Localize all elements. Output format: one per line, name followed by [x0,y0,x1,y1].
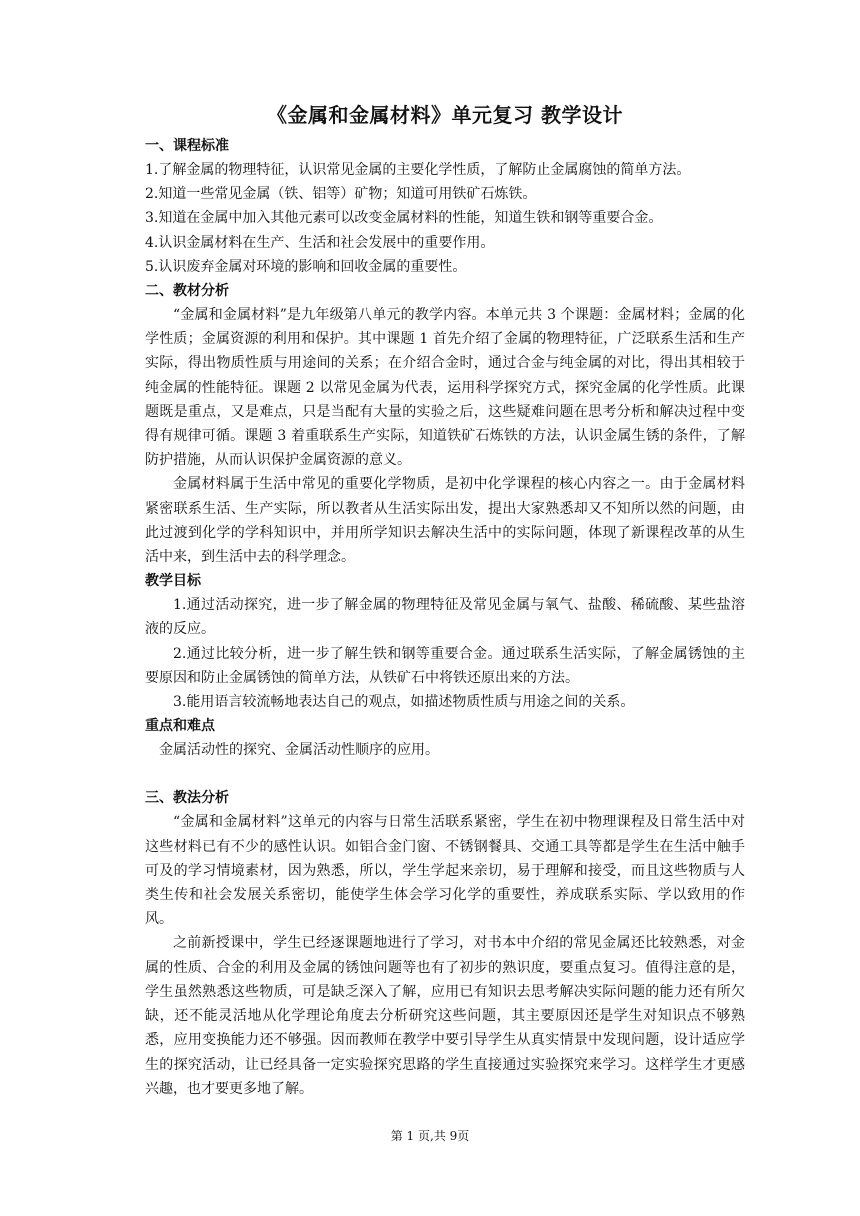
section-heading-teaching-method: 三、教法分析 [145,790,229,807]
standard-item-3: 3.知道在金属中加入其他元素可以改变金属材料的性能，知道生铁和钢等重要合金。 [145,210,663,227]
blank-line [145,762,745,786]
teaching-method-paragraph-2: 之前新授课中，学生已经逐课题地进行了学习，对书本中介绍的常见金属还比较熟悉，对金属的性质、合金的利用及金属的锈蚀问题等也有了初步的熟识度，要重点复习。值得注意的是，学生虽然熟悉这些物质，可是缺乏深入了解，应用已有知识去思考解决实际问题的能力还有所欠缺，还不能灵活地从化学理论角度去分析研究这些问题，其主要原因还是学生对知识点不够熟悉，应用变换能力还不够强。因而教师在教学中要引导学生从真实情景中发现问题，设计适应学生的探究活动，让已经具备一定实验探究思路的学生直接通过实验探究来学习。这样学生才更感兴趣，也才要更多地了解。 [145,935,745,1097]
document-body [145,98,745,1101]
teaching-goal-1: 1.通过活动探究，进一步了解金属的物理特征及常见金属与氧气、盐酸、稀硫酸、某些盐溶液的反应。 [145,597,745,638]
standard-item-2: 2.知道一些常见金属（铁、铝等）矿物；知道可用铁矿石炼铁。 [145,186,537,203]
teaching-method-paragraph-1: “金属和金属材料”这单元的内容与日常生活联系紧密，学生在初中物理课程及日常生活中对这些材料已有不少的感性认识。如铝合金门窗、不锈钢餐具、交通工具等都是学生在生活中触手可及的学习情境素材，因为熟悉，所以，学生学起来亲切，易于理解和接受，而且这些物质与人类生传和社会发展关系密切，能使学生体会学习化学的重要性，养成联系实际、学以致用的作风。 [145,814,745,928]
section-heading-textbook-analysis: 二、教材分析 [145,283,229,300]
section-heading-key-points: 重点和难点 [145,718,215,735]
textbook-analysis-paragraph-2: 金属材料属于生活中常见的重要化学物质，是初中化学课程的核心内容之一。由于金属材料紧密联系生活、生产实际，所以教者从生活实际出发，提出大家熟悉却又不知所以然的问题，由此过渡到化学的学科知识中，并用所学知识去解决生活中的实际问题，体现了新课程改革的从生活中来，到生活中去的科学理念。 [145,476,745,566]
standard-item-1: 1.了解金属的物理特征，认识常见金属的主要化学性质，了解防止金属腐蚀的简单方法。 [145,162,691,178]
document-title: 《金属和金属材料》单元复习 教学设计 [267,103,623,127]
standard-item-4: 4.认识金属材料在生产、生活和社会发展中的重要作用。 [145,234,495,251]
page-number-footer: 第 1 页,共 9页 [390,1129,470,1143]
section-heading-curriculum-standards: 一、课程标准 [145,138,229,154]
teaching-goal-3: 3.能用语言较流畅地表达自己的观点，如描述物质性质与用途之间的关系。 [173,694,635,711]
teaching-goal-2: 2.通过比较分析，进一步了解生铁和钢等重要合金。通过联系生活实际，了解金属锈蚀的主要原因和防止金属锈蚀的简单方法，从铁矿石中将铁还原出来的方法。 [145,645,745,686]
textbook-analysis-paragraph-1: “金属和金属材料”是九年级第八单元的教学内容。本单元共 3 个课题：金属材料；金属的化学性质；金属资源的利用和保护。其中课题 1 首先介绍了金属的物理特征，广泛联系生活和生产实际，得出物质性质与用途间的关系；在介绍合金时，通过合金与纯金属的对比，得出其相较于纯金属的性能特征。课题 2 以常见金属为代表，运用科学探究方式，探究金属的化学性质。此课题既是重点，又是难点，只是当配有大量的实验之后，这些疑难问题在思考分析和解决过程中变得有规律可循。课题 3 着重联系生产实际，知道铁矿石炼铁的方法，认识金属生锈的条件，了解防护措施，从而认识保护金属资源的意义。 [145,307,745,469]
section-heading-teaching-goals: 教学目标 [145,573,201,590]
standard-item-5: 5.认识废弃金属对环境的影响和回收金属的重要性。 [145,258,467,275]
key-points-text: 金属活动性的探究、金属活动性顺序的应用。 [159,742,439,759]
